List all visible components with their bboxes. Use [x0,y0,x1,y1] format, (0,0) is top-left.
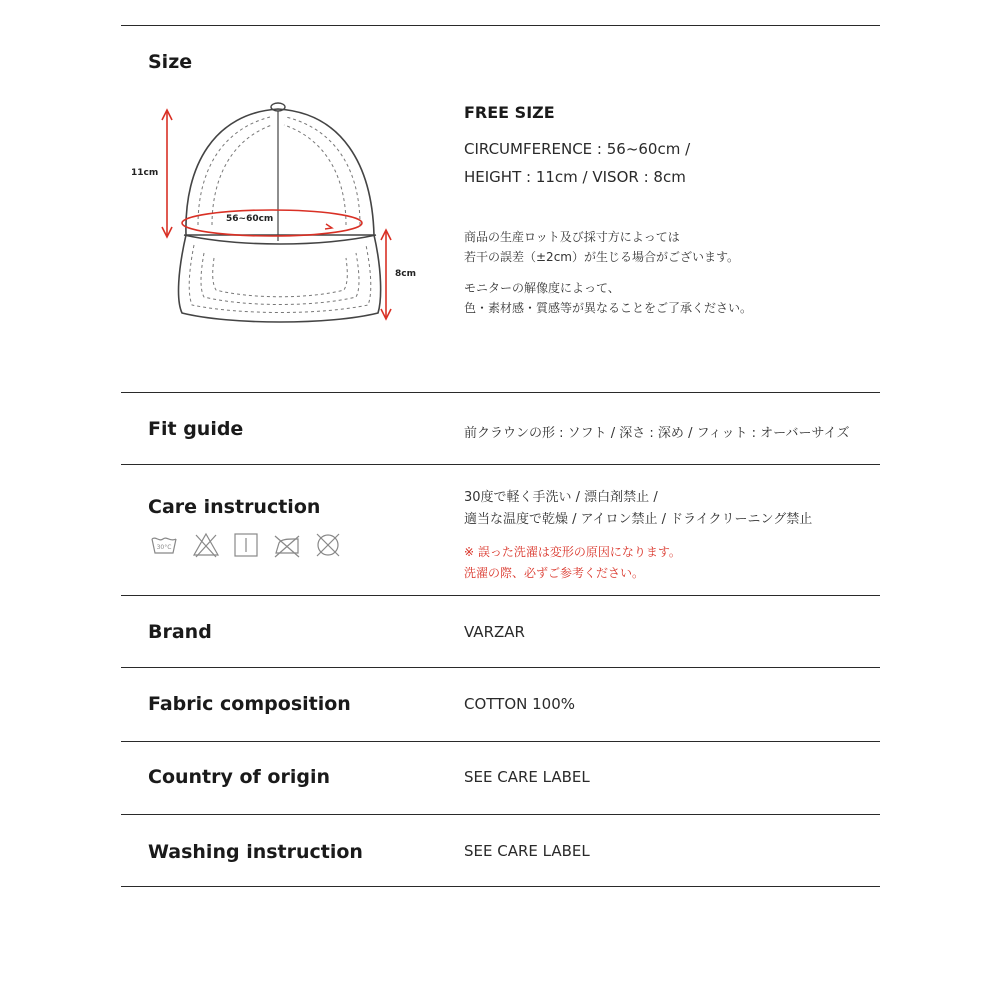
divider-after-fit [121,464,880,465]
brand-label: Brand [148,621,212,643]
care-line-1: 30度で軽く手洗い / 漂白剤禁止 / [464,490,658,505]
line-dry-icon [232,531,260,559]
top-divider [121,25,880,26]
divider-after-brand [121,667,880,668]
hand-wash-30-icon [150,531,178,559]
divider-after-origin [121,814,880,815]
bottom-divider [121,886,880,887]
divider-after-fabric [121,741,880,742]
size-note-2-line-1: モニターの解像度によって、 [464,281,620,295]
circumference-dimension-label: 56~60cm [226,214,274,224]
country-of-origin-label: Country of origin [148,766,331,788]
brand-value: VARZAR [464,623,525,641]
svg-text:30°C: 30°C [156,544,172,551]
care-instruction-label: Care instruction [148,496,321,518]
care-warning-2: 洗濯の際、必ずご参考ください。 [464,566,645,580]
fit-guide-label: Fit guide [148,418,244,440]
cap-visor [179,235,381,322]
divider-after-size [121,392,880,393]
size-note-2-line-2: 色・素材感・質感等が異なることをご了承ください。 [464,301,753,315]
care-line-2: 適当な温度で乾燥 / アイロン禁止 / ドライクリーニング禁止 [464,512,813,527]
divider-after-care [121,595,880,596]
washing-instruction-label: Washing instruction [148,841,363,863]
size-note-1-line-2: 若干の誤差（±2cm）が生じる場合がございます。 [464,250,740,264]
fabric-composition-label: Fabric composition [148,693,351,715]
circumference-arrow [325,224,332,229]
cap-diagram [120,95,420,330]
care-warning-1: ※ 誤った洗濯は変形の原因になります。 [464,545,681,559]
no-bleach-icon [192,531,220,559]
free-size-title: FREE SIZE [464,103,555,122]
washing-instruction-value: SEE CARE LABEL [464,842,590,860]
circumference-text: CIRCUMFERENCE : 56~60cm / [464,140,691,158]
visor-dimension-label: 8cm [395,269,416,279]
fit-guide-value: 前クラウンの形 : ソフト / 深さ : 深め / フィット : オーバーサイズ [464,426,850,441]
no-dry-clean-icon [314,531,342,559]
fabric-composition-value: COTTON 100% [464,695,576,713]
country-of-origin-value: SEE CARE LABEL [464,768,590,786]
height-visor-text: HEIGHT : 11cm / VISOR : 8cm [464,168,686,186]
height-dimension-label: 11cm [131,168,159,178]
no-iron-icon [273,531,301,559]
size-note-1-line-1: 商品の生産ロット及び採寸方によっては [464,230,680,244]
size-heading: Size [148,51,193,73]
